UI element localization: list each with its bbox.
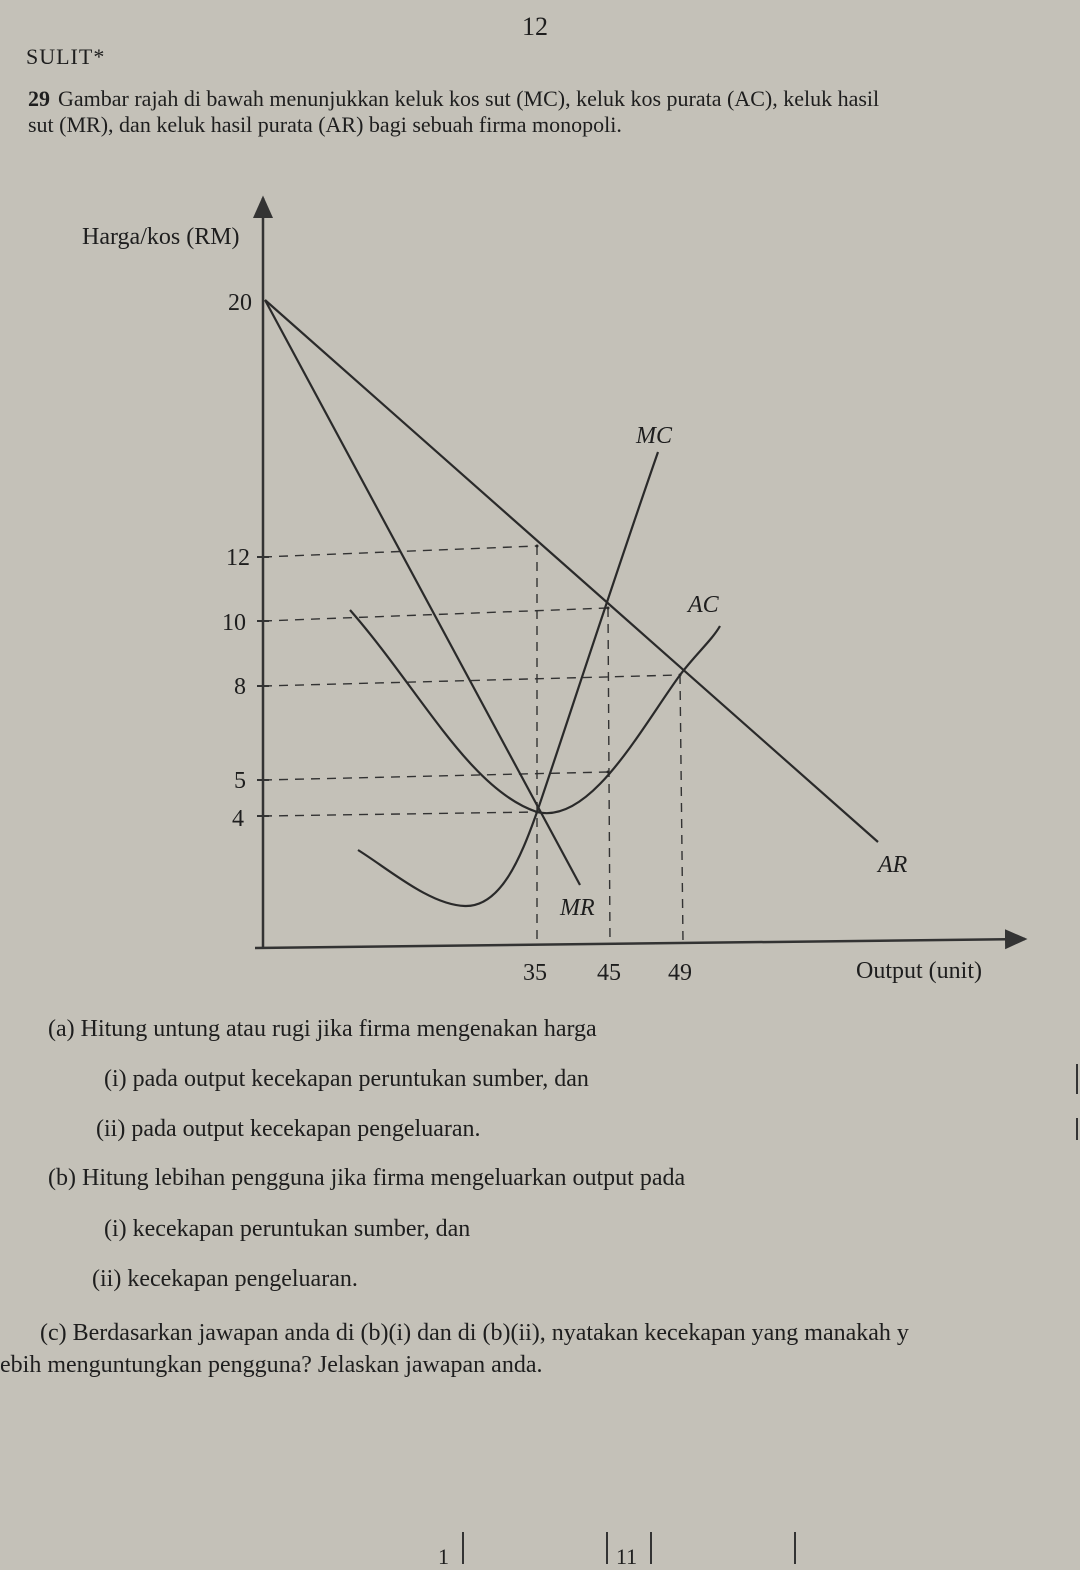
y-axis-label: Harga/kos (RM) xyxy=(82,224,240,250)
right-margin-mark xyxy=(1076,1064,1078,1094)
x-axis xyxy=(255,939,1025,948)
guide-x-49 xyxy=(680,675,683,942)
guide-y-5 xyxy=(263,772,608,780)
x-tick-45: 45 xyxy=(597,960,621,986)
question-c: (c) Berdasarkan jawapan anda di (b)(i) dan di (b)(ii), nyatakan kecekapan yang manakah y xyxy=(40,1320,909,1346)
ac-curve xyxy=(350,610,720,813)
y-tick-12: 12 xyxy=(226,545,250,571)
question-b-i: (i) kecekapan peruntukan sumber, dan xyxy=(104,1216,471,1242)
y-tick-20: 20 xyxy=(228,290,252,316)
x-axis-label: Output (unit) xyxy=(856,958,982,984)
question-text-line2: sut (MR), dan keluk hasil purata (AR) bagi sebuah firma monopoli. xyxy=(28,112,622,137)
question-c-continued: ebih menguntungkan pengguna? Jelaskan jawapan anda. xyxy=(0,1352,543,1378)
y-tick-8: 8 xyxy=(234,674,246,700)
footer-divider xyxy=(794,1532,796,1564)
footer-number-middle: 11 xyxy=(616,1544,638,1569)
question-number: 29 xyxy=(28,86,50,111)
x-tick-49: 49 xyxy=(668,960,692,986)
y-tick-4: 4 xyxy=(232,806,244,832)
question-a-ii: (ii) pada output kecekapan pengeluaran. xyxy=(96,1116,481,1142)
y-tick-10: 10 xyxy=(222,610,246,636)
x-tick-35: 35 xyxy=(523,960,547,986)
mr-label: MR xyxy=(560,895,595,921)
y-tick-5: 5 xyxy=(234,768,246,794)
curve-intersection-point xyxy=(536,545,539,548)
curve-intersection-point xyxy=(679,674,682,677)
question-b-ii: (ii) kecekapan pengeluaran. xyxy=(92,1266,358,1292)
footer-divider xyxy=(650,1532,652,1564)
guide-y-4 xyxy=(263,812,537,816)
footer-divider xyxy=(462,1532,464,1564)
footer-number-left: 1 xyxy=(438,1544,449,1569)
curve-intersection-point xyxy=(607,771,610,774)
ar-label: AR xyxy=(878,852,908,878)
question-a: (a) Hitung untung atau rugi jika firma mengenakan harga xyxy=(48,1016,597,1042)
mc-label: MC xyxy=(636,423,672,449)
question-intro: Gambar rajah di bawah menunjukkan keluk kos sut (MC), keluk kos purata (AC), keluk hasil xyxy=(58,86,880,111)
question-a-i: (i) pada output kecekapan peruntukan sumber, dan xyxy=(104,1066,589,1092)
right-margin-mark xyxy=(1076,1118,1078,1140)
footer-divider xyxy=(606,1532,608,1564)
mr-curve xyxy=(265,300,580,885)
ac-label: AC xyxy=(688,592,719,618)
page-number: 12 xyxy=(522,12,548,41)
sulit-label: SULIT* xyxy=(26,44,106,69)
ar-curve xyxy=(265,300,878,842)
question-b: (b) Hitung lebihan pengguna jika firma mengeluarkan output pada xyxy=(48,1165,686,1191)
curve-intersection-point xyxy=(536,811,539,814)
curve-intersection-point xyxy=(607,607,610,610)
